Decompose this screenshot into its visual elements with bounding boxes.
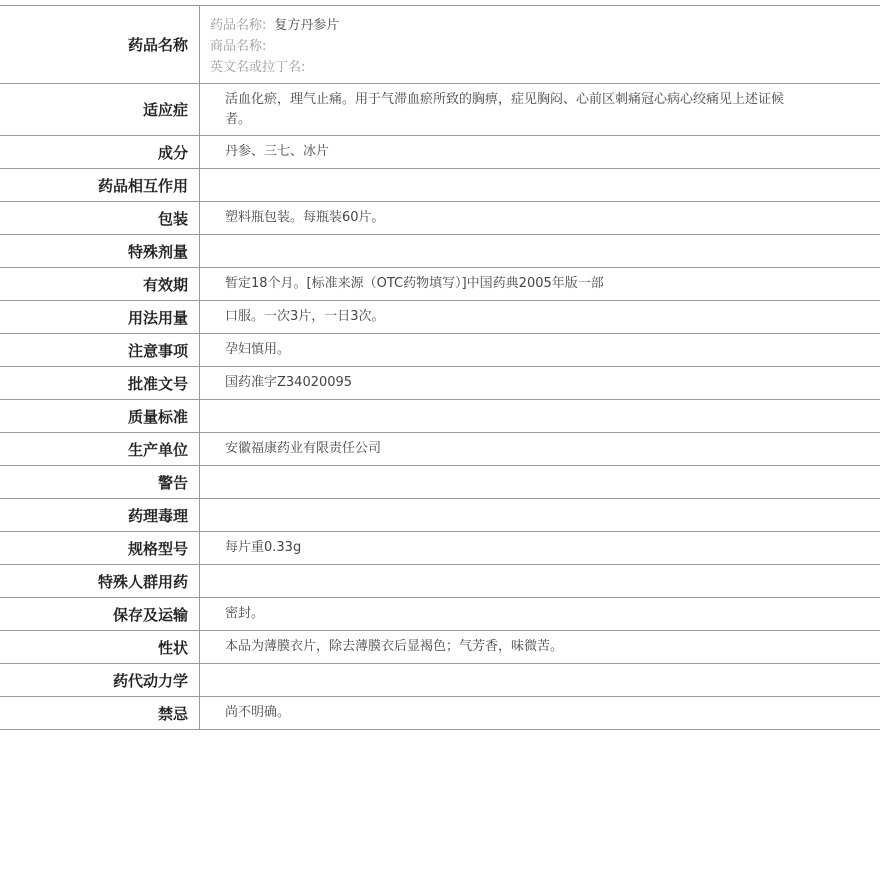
row-value [200,301,880,333]
row-label: 保存及运输 [0,598,200,630]
row-label: 包装 [0,202,200,234]
row-value [200,136,880,168]
row-specification [0,532,880,565]
row-quality-standard [0,400,880,433]
row-value-text: 塑料瓶包装。每瓶装60片。 [225,210,385,225]
generic-name-value: 复方丹参片 [274,18,340,33]
english-name-label: 英文名或拉丁名: [210,60,306,75]
row-label: 成分 [0,136,200,168]
row-value-text: 尚不明确。 [225,705,291,720]
trade-name-label: 商品名称: [210,39,267,54]
row-value [200,598,880,630]
row-value [200,532,880,564]
row-value [200,433,880,465]
row-label: 药品名称 [0,6,200,83]
trade-name-line [210,36,856,57]
row-indication [0,84,880,136]
row-value [200,235,880,267]
row-value [200,697,880,729]
row-label: 特殊剂量 [0,235,200,267]
row-special-dosage [0,235,880,268]
english-name-line [210,57,856,78]
drug-name-values [200,6,880,83]
row-label: 用法用量 [0,301,200,333]
row-usage-dosage [0,301,880,334]
row-label: 性状 [0,631,200,663]
row-pharmacology [0,499,880,532]
row-value-text: 每片重0.33g [225,540,302,555]
row-value-text: 安徽福康药业有限责任公司 [225,441,382,456]
row-warning [0,466,880,499]
row-value-text: 丹参、三七、冰片 [225,144,330,159]
row-storage-transport [0,598,880,631]
row-value [200,367,880,399]
row-value [200,84,880,135]
row-value-text: 活血化瘀，理气止痛。用于气滞血瘀所致的胸痹，症见胸闷、心前区刺痛冠心病心绞痛见上述证候者。 [225,91,785,127]
row-label: 适应症 [0,84,200,135]
row-contraindications [0,697,880,730]
row-label: 规格型号 [0,532,200,564]
row-label: 药品相互作用 [0,169,200,201]
row-label: 药理毒理 [0,499,200,531]
row-label: 禁忌 [0,697,200,729]
row-special-populations [0,565,880,598]
row-value [200,400,880,432]
row-label: 生产单位 [0,433,200,465]
row-label: 特殊人群用药 [0,565,200,597]
row-interactions [0,169,880,202]
generic-name-line [210,15,856,36]
row-ingredients [0,136,880,169]
row-value-text: 国药准字Z34020095 [225,375,353,390]
row-value [200,202,880,234]
row-value [200,664,880,696]
row-packaging [0,202,880,235]
row-precautions [0,334,880,367]
row-value [200,565,880,597]
drug-info-table [0,5,880,730]
row-approval-number [0,367,880,400]
row-value [200,631,880,663]
row-pharmacokinetics [0,664,880,697]
row-label: 有效期 [0,268,200,300]
row-label: 警告 [0,466,200,498]
row-label: 注意事项 [0,334,200,366]
row-shelf-life [0,268,880,301]
row-value-text: 密封。 [225,606,265,621]
row-drug-name [0,6,880,84]
row-appearance [0,631,880,664]
row-value-text: 暂定18个月。[标准来源（OTC药物填写）]中国药典2005年版一部 [225,276,604,291]
row-label: 质量标准 [0,400,200,432]
row-label: 批准文号 [0,367,200,399]
row-value [200,334,880,366]
row-value-text: 本品为薄膜衣片，除去薄膜衣后显褐色；气芳香，味微苦。 [225,639,564,654]
row-value [200,466,880,498]
row-manufacturer [0,433,880,466]
row-value-text: 口服。一次3片，一日3次。 [225,309,385,324]
row-value-text: 孕妇慎用。 [225,342,291,357]
generic-name-label: 药品名称: [210,18,267,33]
row-value [200,169,880,201]
row-value [200,499,880,531]
row-value [200,268,880,300]
row-label: 药代动力学 [0,664,200,696]
